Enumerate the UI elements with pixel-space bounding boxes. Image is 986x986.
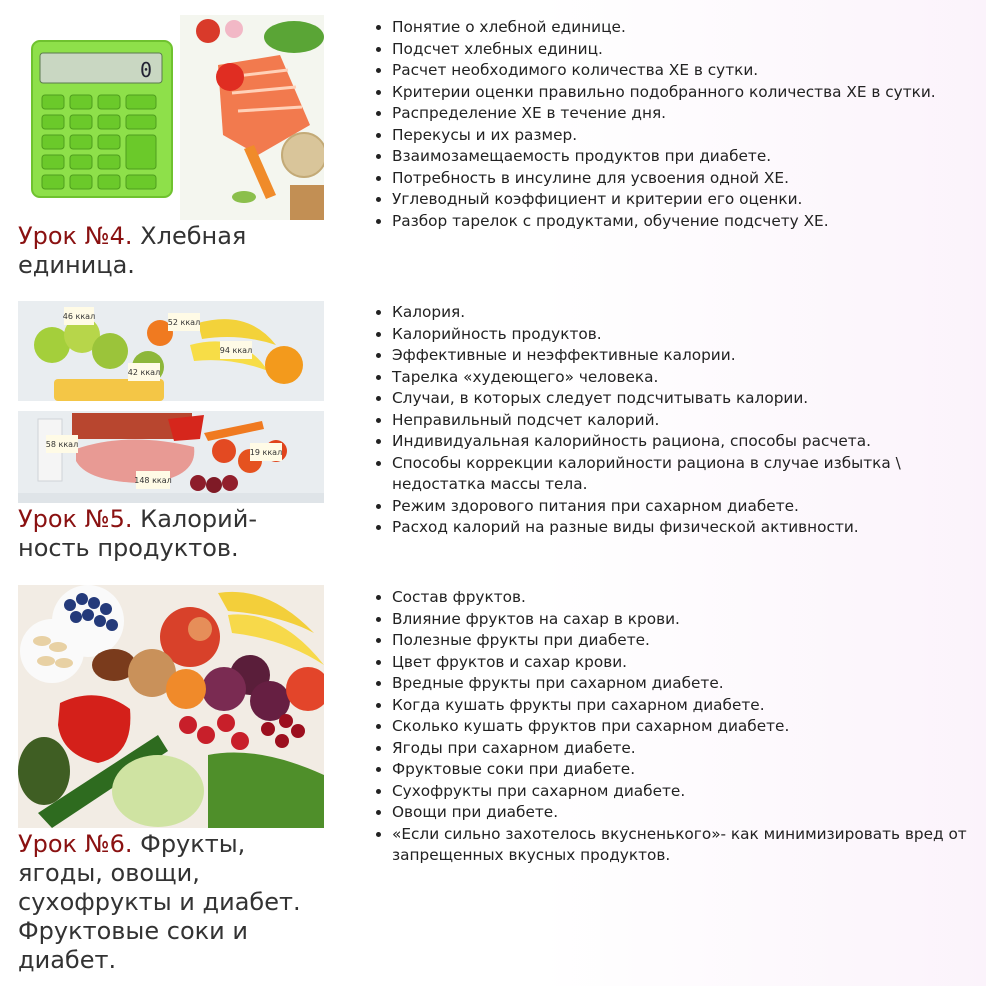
lesson-4-name: Хлебная единица. <box>18 222 247 279</box>
list-item: • Овощи при диабете. <box>392 802 986 824</box>
lesson-5-title <box>18 505 338 563</box>
list-item: • «Если сильно захотелось вкусненького»- как минимизировать вред от запрещенных вкусных продуктов. <box>392 824 986 867</box>
list-item: • Распределение ХЕ в течение дня. <box>392 103 986 125</box>
lesson-6-image <box>18 585 324 828</box>
fridge-label: 52 ккал <box>167 318 201 327</box>
list-item: • Калорийность продуктов. <box>392 324 986 346</box>
lesson-4-title <box>18 222 338 280</box>
calculator-icon <box>32 41 172 197</box>
list-item: • Неправильный подсчет калорий. <box>392 410 986 432</box>
lesson-6-name: Фрукты, ягоды, овощи, сухофрукты и диабет. Фруктовые соки и диабет. <box>18 830 301 974</box>
list-item: • Полезные фрукты при диабете. <box>392 630 986 652</box>
list-item: • Индивидуальная калорийность рациона, способы расчета. <box>392 431 986 453</box>
list-item: • Калория. <box>392 302 986 324</box>
lesson-4-number: Урок №4. <box>18 222 133 250</box>
list-item: • Углеводный коэффициент и критерии его оценки. <box>392 189 986 211</box>
fruits-vegetables-illustration <box>18 585 324 828</box>
list-item: • Расход калорий на разные виды физической активности. <box>392 517 986 539</box>
list-item: • Когда кушать фрукты при сахарном диабете. <box>392 695 986 717</box>
list-item: • Понятие о хлебной единице. <box>392 17 986 39</box>
food-icon <box>180 15 324 220</box>
lesson-4-topics <box>372 17 986 232</box>
list-item: • Вредные фрукты при сахарном диабете. <box>392 673 986 695</box>
list-item: • Режим здорового питания при сахарном диабете. <box>392 496 986 518</box>
lesson-6-number: Урок №6. <box>18 830 133 858</box>
lesson-5-number: Урок №5. <box>18 505 133 533</box>
list-item: • Тарелка «худеющего» человека. <box>392 367 986 389</box>
list-item: • Перекусы и их размер. <box>392 125 986 147</box>
list-item: • Способы коррекции калорийности рациона в случае избытка \ недостатка массы тела. <box>392 453 986 496</box>
fridge-label: 46 ккал <box>62 312 96 321</box>
fridge-illustration <box>18 301 324 503</box>
fridge-label: 58 ккал <box>45 440 79 449</box>
fridge-label: 19 ккал <box>249 448 283 457</box>
fridge-label: 148 ккал <box>134 476 172 485</box>
lesson-6-topics <box>372 587 986 867</box>
list-item: • Потребность в инсулине для усвоения одной ХЕ. <box>392 168 986 190</box>
list-item: • Сухофрукты при сахарном диабете. <box>392 781 986 803</box>
lesson-4-image <box>18 15 324 220</box>
list-item: • Фруктовые соки при диабете. <box>392 759 986 781</box>
list-item: • Цвет фруктов и сахар крови. <box>392 652 986 674</box>
list-item: • Случаи, в которых следует подсчитывать калории. <box>392 388 986 410</box>
list-item: • Расчет необходимого количества ХЕ в сутки. <box>392 60 986 82</box>
lesson-5-image <box>18 301 324 503</box>
list-item: • Сколько кушать фруктов при сахарном диабете. <box>392 716 986 738</box>
lesson-6-title <box>18 830 338 975</box>
lesson-5-name: Калорий- ность продуктов. <box>18 505 258 562</box>
list-item: • Эффективные и неэффективные калории. <box>392 345 986 367</box>
calculator-food-illustration <box>18 15 324 220</box>
list-item: • Разбор тарелок с продуктами, обучение подсчету ХЕ. <box>392 211 986 233</box>
list-item: • Состав фруктов. <box>392 587 986 609</box>
list-item: • Критерии оценки правильно подобранного количества ХЕ в сутки. <box>392 82 986 104</box>
fridge-label: 42 ккал <box>127 368 161 377</box>
calculator-display: 0 <box>139 58 152 82</box>
lesson-5-topics <box>372 302 986 539</box>
list-item: • Взаимозамещаемость продуктов при диабете. <box>392 146 986 168</box>
list-item: • Ягоды при сахарном диабете. <box>392 738 986 760</box>
fridge-label: 94 ккал <box>219 346 253 355</box>
list-item: • Влияние фруктов на сахар в крови. <box>392 609 986 631</box>
list-item: • Подсчет хлебных единиц. <box>392 39 986 61</box>
